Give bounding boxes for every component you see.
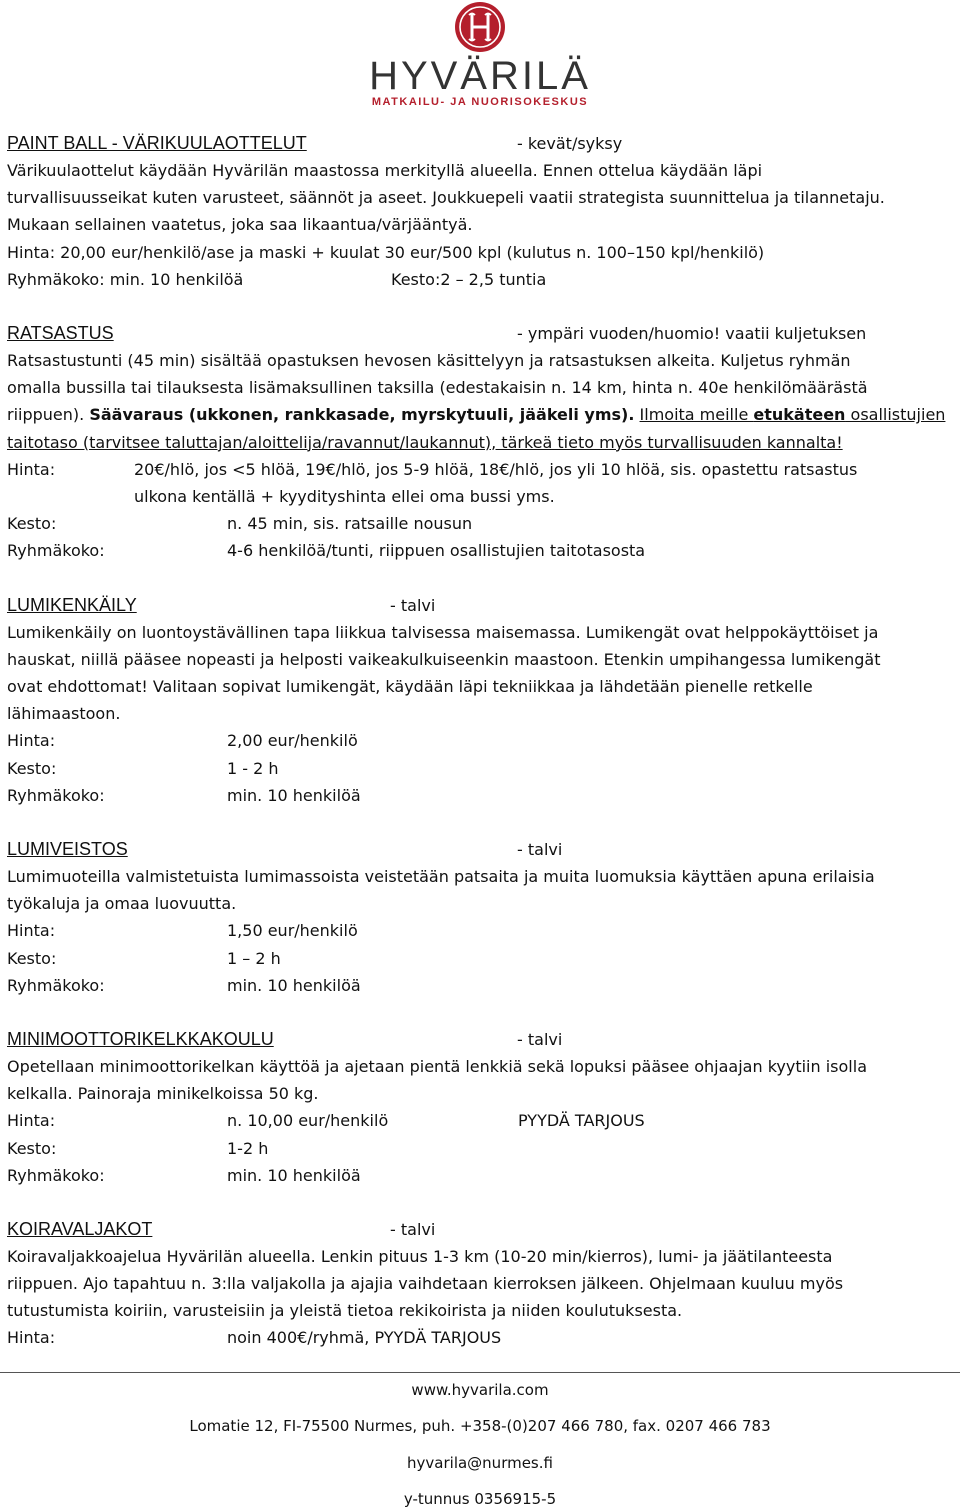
duration-value: 1 - 2 h xyxy=(227,758,279,778)
section-season: - ympäri vuoden/huomio! vaatii kuljetuksen xyxy=(517,324,867,343)
section-title: LUMIKENKÄILY xyxy=(7,594,137,615)
paragraph-line: Värikuulaottelut käydään Hyvärilän maastossa merkityllä alueella. Ennen ottelua käydään läpi xyxy=(7,161,763,180)
price-value: ulkona kentällä + kyydityshinta ellei oma bussi yms. xyxy=(134,487,555,506)
paragraph-line: Mukaan sellainen vaatetus, joka saa likaantua/värjääntyä. xyxy=(7,215,473,235)
section-title: MINIMOOTTORIKELKKAKOULU xyxy=(7,1028,274,1049)
price-value: n. 10,00 eur/henkilö xyxy=(227,1111,389,1131)
notice-text: osallistujien xyxy=(845,405,946,425)
price-label: Hinta: xyxy=(7,459,56,479)
group-value: 4-6 henkilöä/tunti, riippuen osallistujien taitotasosta xyxy=(227,541,646,561)
paragraph-line: riippuen. Ajo tapahtuu n. 3:lla valjakolla ja ajajia vaihdetaan kierroksen jälkeen. Ohjelmaan kuuluu myös xyxy=(7,1274,844,1294)
section-season: - talvi xyxy=(517,1029,563,1049)
duration-label: Kesto: xyxy=(7,514,57,534)
paragraph-line: Lumikenkäily on luontoystävällinen tapa liikkua talvisessa maisemassa. Lumikengät ovat helppokäyttöiset ja xyxy=(7,622,879,642)
group-label: Ryhmäkoko: xyxy=(7,1165,105,1185)
section-season: - talvi xyxy=(517,839,563,859)
section-season: - talvi xyxy=(390,1219,436,1239)
footer-email[interactable]: hyvarila@nurmes.fi xyxy=(407,1454,553,1472)
section-title: RATSASTUS xyxy=(7,323,114,343)
hyvarila-emblem-icon xyxy=(453,0,507,54)
price-label: Hinta: xyxy=(7,1328,56,1348)
section-heading-lumikenkaily xyxy=(7,592,953,619)
group-label: Ryhmäkoko: xyxy=(7,785,105,805)
group-row xyxy=(7,537,953,564)
notice-text: Ilmoita meille xyxy=(639,405,754,425)
footer-address: Lomatie 12, FI-75500 Nurmes, puh. +358-(0)207 466 780, fax. 0207 466 783 xyxy=(189,1417,771,1435)
notice-emphasis: etukäteen xyxy=(753,405,846,425)
section-heading-minimoottori xyxy=(7,1026,953,1053)
document-body xyxy=(7,130,953,1352)
section-heading-paintball xyxy=(7,130,953,157)
paragraph-line: turvallisuusseikat kuten varusteet, säännöt ja aseet. Joukkuepeli vaatii strategista suunnittelua ja tilannetaju. xyxy=(7,188,885,208)
text-run: riippuen). xyxy=(7,405,90,425)
paragraph-line: Ratsastustunti (45 min) sisältää opastuksen hevosen käsittelyyn ja ratsastuksen alkeita. Kuljetus ryhmän xyxy=(7,351,851,370)
footer-divider xyxy=(0,1372,960,1373)
logo xyxy=(0,0,960,116)
duration-label: Kesto: xyxy=(7,948,57,968)
brand-name: HYVÄRILÄ xyxy=(369,54,591,98)
footer-website[interactable]: www.hyvarila.com xyxy=(411,1381,549,1399)
price-label: Hinta: xyxy=(7,1111,56,1131)
paragraph-line: omalla bussilla tai tilauksesta lisämaksullinen taksilla (edestakaisin n. 14 km, hinta n. 40e henkilömäärästä xyxy=(7,378,868,398)
duration-row xyxy=(7,755,953,782)
price-row xyxy=(7,1324,953,1351)
section-heading-lumiveistos xyxy=(7,836,953,863)
duration-row xyxy=(7,1135,953,1162)
paragraph-line: ovat ehdottomat! Valitaan sopivat lumikengät, käydään läpi tekniikkaa ja lähdetään pienelle retkelle xyxy=(7,676,813,696)
paragraph-line: Hinta: 20,00 eur/henkilö/ase ja maski + kuulat 30 eur/500 kpl (kulutus n. 100–150 kpl/henkilö) xyxy=(7,242,765,262)
group-row xyxy=(7,972,953,999)
brand-tagline: MATKAILU- JA NUORISOKESKUS xyxy=(371,96,589,108)
group-value: min. 10 henkilöä xyxy=(227,1165,361,1185)
duration-value: 1-2 h xyxy=(227,1138,269,1158)
section-season: - talvi xyxy=(390,595,436,615)
duration-label: Kesto: xyxy=(7,1138,57,1158)
group-value: min. 10 henkilöä xyxy=(227,975,361,995)
price-row xyxy=(7,917,953,944)
paragraph-line: tutustumista koiriin, varusteisiin ja yleistä tietoa rekikoirista ja niiden koulutuksesta. xyxy=(7,1301,683,1321)
price-value: 2,00 eur/henkilö xyxy=(227,731,358,751)
group-size: Ryhmäkoko: min. 10 henkilöä xyxy=(7,269,244,289)
group-row xyxy=(7,782,953,809)
paragraph-line: taitotaso (tarvitsee taluttajan/aloittelija/ravannut/laukannut), tärkeä tieto myös turvallisuuden kannalta! xyxy=(7,432,843,452)
section-season: - kevät/syksy xyxy=(517,134,623,153)
section-heading-koiravaljakot xyxy=(7,1216,953,1243)
duration-row xyxy=(7,510,953,537)
footer-business-id: y-tunnus 0356915-5 xyxy=(403,1490,557,1508)
paragraph-line: Opetellaan minimoottorikelkan käyttöä ja ajetaan pientä lenkkiä sekä lopuksi pääsee ohjaajan kyytiin isolla xyxy=(7,1056,867,1076)
paragraph-line: lähimaastoon. xyxy=(7,704,121,724)
info-row xyxy=(7,266,953,293)
price-label: Hinta: xyxy=(7,921,56,941)
duration-value: n. 45 min, sis. ratsaille nousun xyxy=(227,514,473,534)
price-value: 1,50 eur/henkilö xyxy=(227,921,358,941)
section-heading-ratsastus xyxy=(7,320,953,347)
section-title: KOIRAVALJAKOT xyxy=(7,1218,153,1239)
price-row xyxy=(7,456,953,483)
weather-reservation: Säävaraus (ukkonen, rankkasade, myrskytuuli, jääkeli yms). xyxy=(89,405,635,425)
paragraph-line xyxy=(7,401,953,428)
paragraph-line: Lumimuoteilla valmistetuista lumimassoista veistetään patsaita ja muita luomuksia käyttäen apuna erilaisia xyxy=(7,866,875,886)
section-title: PAINT BALL - VÄRIKUULAOTTELUT xyxy=(7,133,307,153)
section-title: LUMIVEISTOS xyxy=(7,838,128,859)
duration-row xyxy=(7,945,953,972)
paragraph-line: työkaluja ja omaa luovuutta. xyxy=(7,894,237,914)
duration: Kesto:2 – 2,5 tuntia xyxy=(391,269,547,289)
group-label: Ryhmäkoko: xyxy=(7,975,105,995)
price-value: noin 400€/ryhmä, PYYDÄ TARJOUS xyxy=(227,1328,502,1348)
group-row xyxy=(7,1162,953,1189)
paragraph-line: hauskat, niillä pääsee nopeasti ja helposti vaikeakulkuiseenkin maastoon. Etenkin umpihangessa lumikengät xyxy=(7,649,881,669)
duration-value: 1 – 2 h xyxy=(227,948,281,968)
price-value: 20€/hlö, jos <5 hlöä, 19€/hlö, jos 5-9 hlöä, 18€/hlö, jos yli 10 hlöä, sis. opastettu ratsastus xyxy=(134,459,858,479)
group-label: Ryhmäkoko: xyxy=(7,541,105,561)
price-row xyxy=(7,727,953,754)
duration-label: Kesto: xyxy=(7,758,57,778)
paragraph-line: kelkalla. Painoraja minikelkoissa 50 kg. xyxy=(7,1084,319,1104)
price-label: Hinta: xyxy=(7,731,56,751)
group-value: min. 10 henkilöä xyxy=(227,785,361,805)
paragraph-line: Koiravaljakkoajelua Hyvärilän alueella. Lenkin pituus 1-3 km (10-20 min/kierros), lumi- ja jäätilanteesta xyxy=(7,1246,833,1266)
offer-request: PYYDÄ TARJOUS xyxy=(518,1111,645,1131)
price-row xyxy=(7,1107,953,1134)
price-row xyxy=(7,483,953,510)
